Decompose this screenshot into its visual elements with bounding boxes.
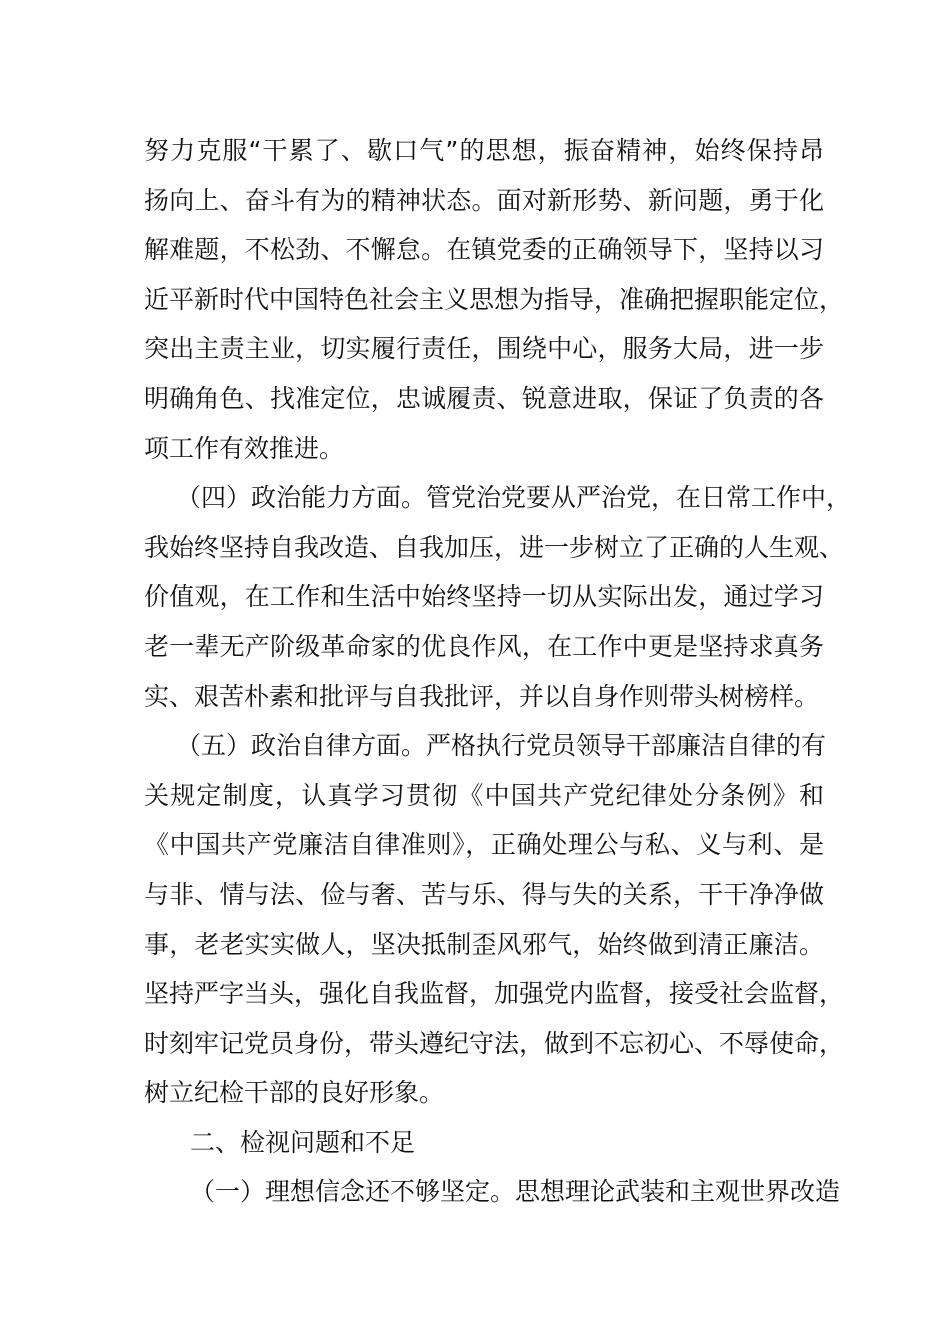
text-line: 扬向上、奋斗有为的精神状态。面对新形势、新问题，勇于化 [144,185,824,215]
text-line: 树立纪检干部的良好形象。 [144,1078,445,1108]
text-line: 时刻牢记党员身份，带头遵纪守法，做到不忘初心、不辱使命， [144,1028,845,1058]
section-heading-line: （一）理想信念还不够坚定。思想理论武装和主观世界改造 [190,1177,841,1207]
text-line: 项工作有效推进。 [144,433,345,463]
text-line: 价值观，在工作和生活中始终坚持一切从实际出发，通过学习 [144,582,824,612]
text-line: 明确角色、找准定位，忠诚履责、锐意进取，保证了负责的各 [144,383,824,413]
text-line: 坚持严字当头，强化自我监督，加强党内监督，接受社会监督， [144,979,845,1009]
text-line: 实、艰苦朴素和批评与自我批评，并以自身作则带头树榜样。 [144,681,820,711]
text-line: 与非、情与法、俭与奢、苦与乐、得与失的关系，干干净净做 [144,879,824,909]
document-body [144,126,852,1217]
text-line: 突出主责主业，切实履行责任，围绕中心，服务大局，进一步 [144,334,824,364]
text-line: 老一辈无产阶级革命家的优良作风，在工作中更是坚持求真务 [144,631,824,661]
text-line: 解难题，不松劲、不懈怠。在镇党委的正确领导下，坚持以习 [144,235,824,265]
text-line: 事，老老实实做人，坚决抵制歪风邪气，始终做到清正廉洁。 [144,929,824,959]
chapter-heading: 二、检视问题和不足 [190,1127,416,1157]
text-line: 《中国共产党廉洁自律准则》，正确处理公与私、义与利、是 [144,830,824,860]
text-line: 近平新时代中国特色社会主义思想为指导，准确把握职能定位， [144,284,845,314]
text-line: 关规定制度，认真学习贯彻《中国共产党纪律处分条例》和 [144,780,824,810]
text-line: 努力克服“干累了、歇口气”的思想，振奋精神，始终保持昂 [144,136,824,165]
section-heading-line: （四）政治能力方面。管党治党要从严治党，在日常工作中， [176,483,852,513]
text-line: 我始终坚持自我改造、自我加压，进一步树立了正确的人生观、 [144,532,845,562]
section-heading-line: （五）政治自律方面。严格执行党员领导干部廉洁自律的有 [176,731,827,761]
